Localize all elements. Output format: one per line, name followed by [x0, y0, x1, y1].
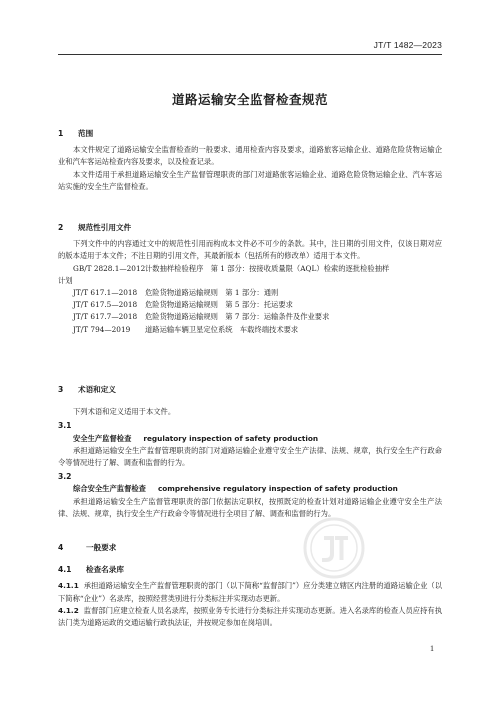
- jt-logo-watermark: [302, 516, 366, 580]
- reference-continuation: 计划: [58, 275, 73, 285]
- section-2: [58, 222, 442, 336]
- section-3: [58, 384, 442, 520]
- section-heading: 2 规范性引用文件: [58, 223, 132, 232]
- term-definition: 承担道路运输安全生产监督管理职责的部门依据法定职权，按照既定的检查计划对道路运输企业遵守安全生产法律、法规、规章，执行安全生产行政命令等情况进行全项目了解、调查和监督的行为。: [58, 496, 442, 518]
- term-definition: 承担道路运输安全生产监督管理职责的部门对道路运输企业遵守安全生产法律、法规、规章，执行安全生产行政命令等情况进行了解、调查和监督的行为。: [58, 445, 442, 468]
- reference-item: JT/T 617.5—2018 危险货物道路运输规则 第 5 部分：托运要求: [73, 300, 293, 310]
- section-heading: 3 术语和定义: [58, 385, 116, 394]
- paragraph: 本文件适用于承担道路运输安全生产监督管理职责的部门对道路旅客运输企业、道路危险货物运输企业、汽车客运站实施的安全生产监督检查。: [58, 169, 442, 191]
- reference-item: JT/T 794—2019 道路运输车辆卫星定位系统 车载终端技术要求: [73, 324, 299, 334]
- term-number: 3.2: [58, 472, 72, 482]
- term-heading: 安全生产监督检查 regulatory inspection of safety production: [73, 433, 319, 443]
- standard-code: JT/T 1482—2023: [373, 40, 442, 50]
- term-heading: 综合安全生产监督检查 comprehensive regulatory inspection of safety production: [73, 484, 398, 494]
- term-number: 3.1: [58, 421, 72, 431]
- reference-item: GB/T 2828.1—2012计数抽样检验程序 第 1 部分：按接收质量限（AQL）检索的逐批检验抽样: [73, 263, 390, 273]
- paragraph: 下列术语和定义适用于本文件。: [73, 407, 176, 417]
- reference-item: JT/T 617.1—2018 危险货物道路运输规则 第 1 部分：通则: [73, 288, 279, 298]
- clause: 4.1.2 监督部门应建立检查人员名录库，按照业务专长进行分类标注并实现动态更新。进入名录库的检查人员应持有执法门类为道路运政的交通运输行政执法证，并按规定参加在岗培训。: [58, 605, 442, 628]
- section-1: [58, 128, 442, 193]
- page-number: 1: [430, 644, 434, 653]
- paragraph: 本文件规定了道路运输安全监督检查的一般要求、通用检查内容及要求，道路旅客运输企业、道路危险货物运输企业和汽车客运站检查内容及要求，以及检查记录。: [58, 145, 442, 167]
- header-rule: [58, 54, 442, 55]
- section-4: [58, 542, 442, 629]
- paragraph: 下列文件中的内容通过文中的规范性引用而构成本文件必不可少的条款。其中，注日期的引用文件，仅该日期对应的版本适用于本文件；不注日期的引用文件，其最新版本（包括所有的修改单）适用于本文件。: [58, 239, 442, 261]
- clause: 4.1.1 承担道路运输安全生产监督管理职责的部门（以下简称“监督部门”）应分类建立辖区内注册的道路运输企业（以下简称“企业”）名录库，按照经营类别进行分类标注并实现动态更新。: [58, 581, 442, 603]
- subsection-heading: 4.1 检查名录库: [58, 565, 124, 575]
- document-title: 道路运输安全监督检查规范: [171, 92, 328, 107]
- section-heading: 1 范围: [58, 129, 94, 138]
- reference-item: JT/T 617.7—2018 危险货物道路运输规则 第 7 部分：运输条件及作业要求: [73, 312, 330, 322]
- section-heading: 4 一般要求: [58, 543, 117, 552]
